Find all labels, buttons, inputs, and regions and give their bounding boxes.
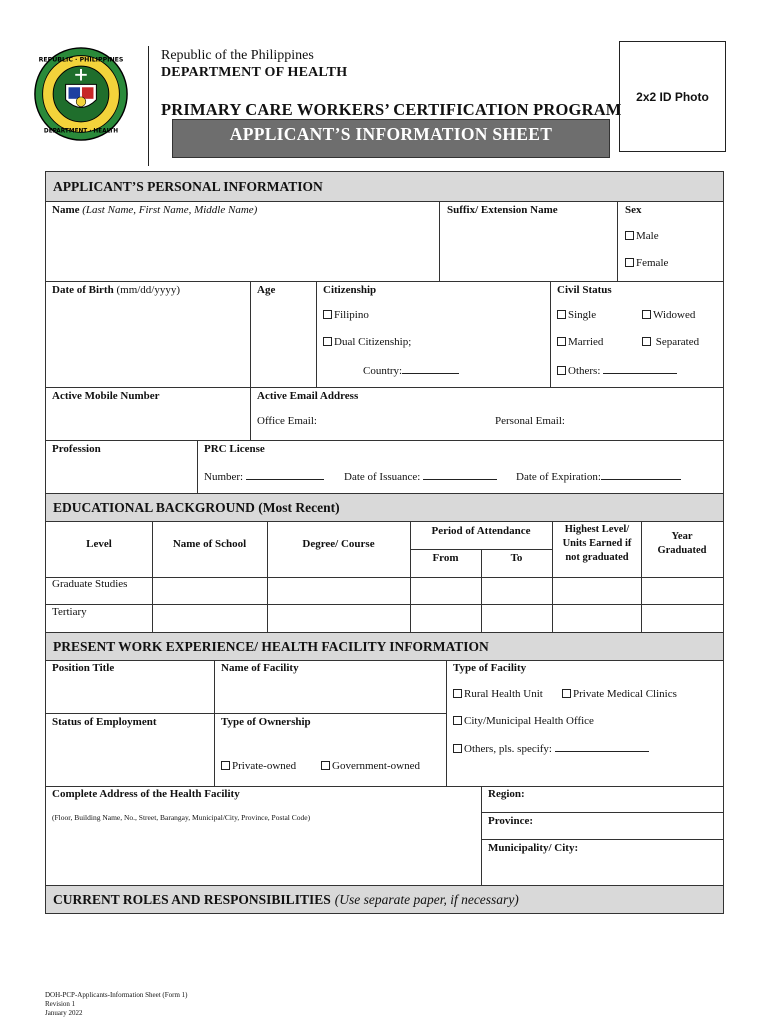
col-degree: Degree/ Course (302, 538, 375, 550)
sheet-title: APPLICANT’S INFORMATION SHEET (172, 119, 610, 158)
svg-text:REPUBLIC · PHILIPPINES: REPUBLIC · PHILIPPINES (38, 56, 124, 64)
address-label: Complete Address of the Health Facility (52, 788, 240, 800)
ownership-private-checkbox[interactable]: Private-owned (221, 760, 296, 772)
department-text: DEPARTMENT OF HEALTH (161, 65, 348, 80)
facility-name-label: Name of Facility (221, 662, 299, 674)
employment-status-label: Status of Employment (52, 716, 157, 728)
header-divider (148, 46, 149, 166)
id-photo-label: 2x2 ID Photo (636, 89, 709, 104)
facility-others-checkbox[interactable]: Others, pls. specify: (453, 741, 649, 755)
citizenship-filipino-checkbox[interactable]: Filipino (323, 309, 369, 321)
civil-separated-checkbox[interactable]: Separated (642, 336, 699, 348)
section-education-heading: EDUCATIONAL BACKGROUND (Most Recent) (46, 494, 723, 521)
address-hint: (Floor, Building Name, No., Street, Barangay, Municipal/City, Province, Postal Code) (52, 813, 311, 822)
province-field[interactable]: Province: (488, 815, 534, 827)
region-field[interactable]: Region: (488, 788, 525, 800)
applicant-form (45, 171, 724, 914)
col-highest: Highest Level/ Units Earned if not graduated (562, 524, 632, 563)
civil-married-checkbox[interactable]: Married (557, 336, 603, 348)
form-code: DOH-PCP-Applicants-Information Sheet (Form 1) (45, 991, 188, 999)
age-label: Age (257, 284, 276, 296)
office-email-field[interactable]: Office Email: (257, 415, 317, 427)
sex-male-checkbox[interactable]: Male (625, 230, 659, 242)
republic-text: Republic of the Philippines (161, 48, 314, 63)
ownership-label: Type of Ownership (221, 716, 311, 728)
col-school: Name of School (172, 538, 247, 550)
col-period: Period of Attendance (431, 525, 531, 537)
section-roles-heading: CURRENT ROLES AND RESPONSIBILITIES (Use separate paper, if necessary) (46, 886, 723, 913)
doh-seal-logo (33, 46, 129, 142)
civil-others-checkbox[interactable]: Others: (557, 363, 677, 377)
profession-label: Profession (52, 443, 101, 455)
form-footer (45, 991, 188, 1018)
ownership-government-checkbox[interactable]: Government-owned (321, 760, 420, 772)
row-tertiary: Tertiary (52, 606, 87, 618)
col-level: Level (86, 538, 112, 550)
sex-label: Sex (625, 204, 642, 216)
col-year: Year Graduated (657, 531, 707, 556)
program-title: PRIMARY CARE WORKERS’ CERTIFICATION PROGRAM (161, 100, 622, 119)
civil-single-checkbox[interactable]: Single (557, 309, 596, 321)
prc-label: PRC License (204, 443, 265, 455)
col-to: To (510, 552, 523, 564)
civil-status-label: Civil Status (557, 284, 612, 296)
svg-text:DEPARTMENT · HEALTH: DEPARTMENT · HEALTH (43, 128, 119, 135)
civil-widowed-checkbox[interactable]: Widowed (642, 309, 695, 321)
email-label: Active Email Address (257, 390, 359, 402)
form-date: January 2022 (45, 1009, 83, 1017)
facility-type-label: Type of Facility (453, 662, 527, 674)
id-photo-box[interactable] (619, 41, 726, 152)
name-label: Name (Last Name, First Name, Middle Name) (52, 204, 258, 216)
facility-rhu-checkbox[interactable]: Rural Health Unit (453, 688, 543, 700)
sex-female-checkbox[interactable]: Female (625, 257, 668, 269)
col-from: From (432, 552, 459, 564)
citizenship-label: Citizenship (323, 284, 377, 296)
facility-city-office-checkbox[interactable]: City/Municipal Health Office (453, 715, 594, 727)
country-field[interactable]: Country: (363, 363, 459, 377)
mobile-label: Active Mobile Number (52, 390, 160, 402)
personal-email-field[interactable]: Personal Email: (495, 415, 565, 427)
section-personal-heading: APPLICANT’S PERSONAL INFORMATION (46, 172, 723, 201)
form-revision: Revision 1 (45, 1000, 76, 1008)
municipality-field[interactable]: Municipality/ City: (488, 842, 579, 854)
row-graduate-studies: Graduate Studies (52, 578, 128, 590)
position-title-label: Position Title (52, 662, 115, 674)
citizenship-dual-checkbox[interactable]: Dual Citizenship; (323, 336, 411, 348)
dob-label: Date of Birth (mm/dd/yyyy) (52, 284, 181, 296)
section-work-heading: PRESENT WORK EXPERIENCE/ HEALTH FACILITY INFORMATION (46, 633, 723, 660)
prc-number-field[interactable]: Number: (204, 469, 324, 483)
suffix-label: Suffix/ Extension Name (447, 204, 558, 216)
facility-private-clinic-checkbox[interactable]: Private Medical Clinics (562, 688, 677, 700)
prc-issuance-field[interactable]: Date of Issuance: (344, 469, 497, 483)
prc-expiration-field[interactable]: Date of Expiration: (516, 469, 681, 483)
